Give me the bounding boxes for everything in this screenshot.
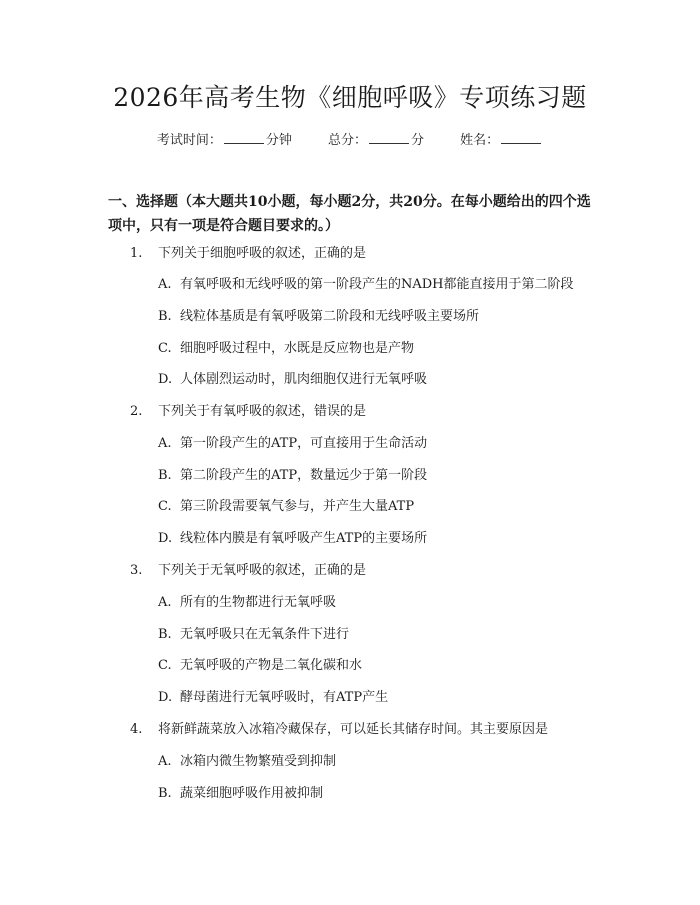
- option-text: 无氧呼吸的产物是二氧化碳和水: [180, 658, 363, 673]
- option-letter: B.: [158, 468, 172, 483]
- option-letter: B.: [158, 309, 172, 324]
- exam-time-field: [157, 130, 292, 151]
- question-stem: 下列关于细胞呼吸的叙述，正确的是: [158, 246, 367, 261]
- question-stem: 将新鲜蔬菜放入冰箱冷藏保存，可以延长其储存时间。其主要原因是: [158, 722, 549, 737]
- option-text: 第二阶段产生的ATP，数量远少于第一阶段: [180, 468, 428, 483]
- exam-time-label: 考试时间：: [156, 133, 222, 148]
- question-2: [130, 402, 600, 422]
- option-letter: C.: [158, 341, 172, 356]
- option-text: 蔬菜细胞呼吸作用被抑制: [180, 786, 324, 801]
- total-score-blank: [369, 130, 409, 144]
- question-2-option-a: [158, 434, 598, 454]
- option-letter: C.: [158, 499, 172, 514]
- option-letter: A.: [158, 436, 172, 451]
- option-letter: A.: [158, 754, 172, 769]
- option-letter: A.: [158, 277, 172, 292]
- option-text: 人体剧烈运动时，肌肉细胞仅进行无氧呼吸: [180, 372, 428, 387]
- option-letter: C.: [158, 658, 172, 673]
- option-text: 无氧呼吸只在无氧条件下进行: [180, 627, 350, 642]
- option-text: 细胞呼吸过程中，水既是反应物也是产物: [180, 341, 415, 356]
- option-text: 线粒体基质是有氧呼吸第二阶段和无线呼吸主要场所: [180, 309, 480, 324]
- question-3-option-c: [158, 656, 598, 676]
- page-title: 2026年高考生物《细胞呼吸》专项练习题: [113, 83, 587, 112]
- exam-time-blank: [224, 130, 264, 144]
- question-3-option-b: [158, 625, 598, 645]
- question-2-option-b: [158, 466, 598, 486]
- question-3: [130, 561, 600, 581]
- total-score-field: [328, 130, 424, 151]
- question-number: 3.: [130, 563, 143, 578]
- student-name-label: 姓名：: [460, 133, 500, 148]
- question-2-option-d: [158, 529, 598, 549]
- question-2-option-c: [158, 497, 598, 517]
- exam-info-line: [0, 130, 700, 151]
- question-1-option-a: [158, 275, 598, 295]
- question-number: 2.: [130, 404, 143, 419]
- question-number: 4.: [130, 722, 143, 737]
- question-4-option-a: [158, 752, 598, 772]
- total-score-label: 总分：: [327, 133, 367, 148]
- question-4: [130, 720, 600, 740]
- question-1-option-d: [158, 370, 598, 390]
- option-text: 酵母菌进行无氧呼吸时，有ATP产生: [180, 690, 389, 705]
- total-score-unit: 分: [411, 133, 425, 148]
- question-1-option-b: [158, 307, 598, 327]
- question-3-option-d: [158, 688, 598, 708]
- option-text: 所有的生物都进行无氧呼吸: [180, 595, 337, 610]
- question-1-option-c: [158, 339, 598, 359]
- option-text: 有氧呼吸和无线呼吸的第一阶段产生的NADH都能直接用于第二阶段: [180, 277, 574, 292]
- option-letter: D.: [158, 690, 173, 705]
- question-stem: 下列关于无氧呼吸的叙述，正确的是: [158, 563, 367, 578]
- question-number: 1.: [130, 246, 143, 261]
- option-letter: D.: [158, 531, 173, 546]
- option-text: 第一阶段产生的ATP，可直接用于生命活动: [180, 436, 428, 451]
- student-name-blank: [501, 130, 541, 144]
- question-3-option-a: [158, 593, 598, 613]
- option-letter: A.: [158, 595, 172, 610]
- student-name-field: [460, 130, 543, 151]
- option-text: 第三阶段需要氧气参与，并产生大量ATP: [180, 499, 415, 514]
- option-letter: D.: [158, 372, 173, 387]
- question-stem: 下列关于有氧呼吸的叙述，错误的是: [158, 404, 367, 419]
- option-letter: B.: [158, 627, 172, 642]
- exam-time-unit: 分钟: [265, 133, 292, 148]
- option-text: 线粒体内膜是有氧呼吸产生ATP的主要场所: [180, 531, 428, 546]
- section-heading: 一、选择题（本大题共10小题，每小题2分，共20分。在每小题给出的四个选项中，只有一项是符合题目要求的。）: [108, 194, 591, 234]
- question-4-option-b: [158, 784, 598, 804]
- question-1: [130, 244, 600, 264]
- option-text: 冰箱内微生物繁殖受到抑制: [180, 754, 337, 769]
- option-letter: B.: [158, 786, 172, 801]
